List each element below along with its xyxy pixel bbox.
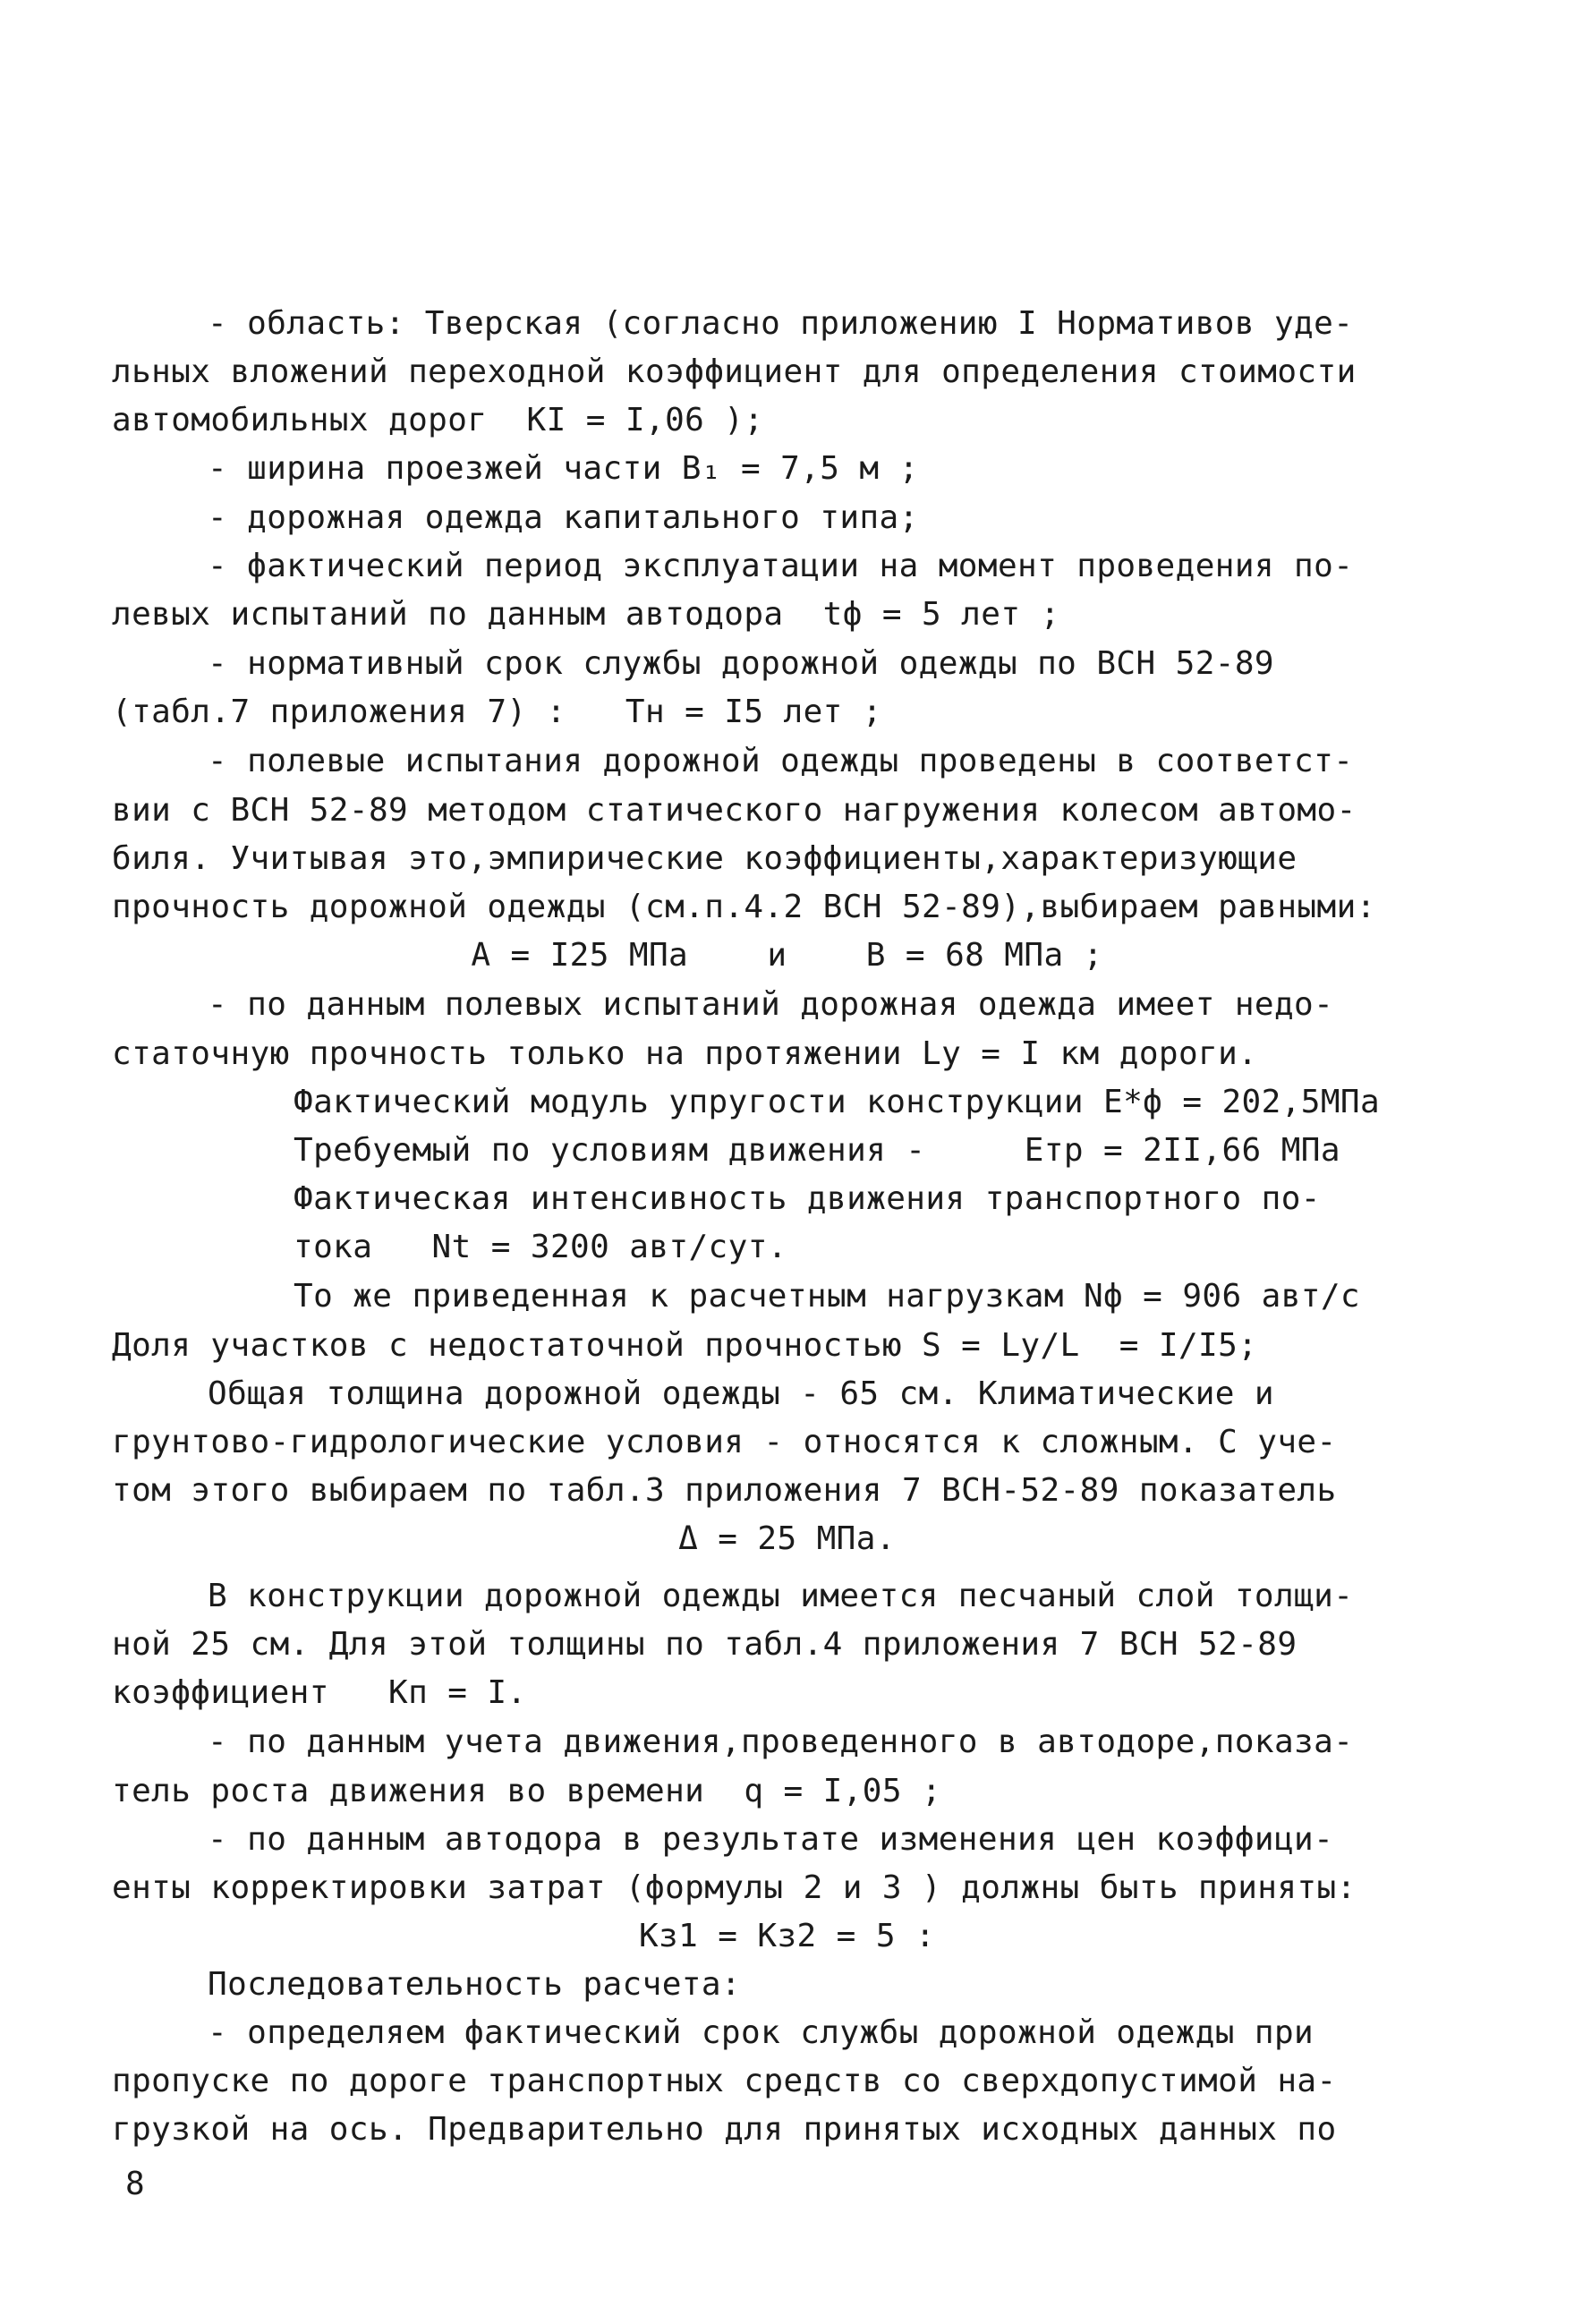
text-line: - нормативный срок службы дорожной одежды по ВСН 52-89 bbox=[208, 645, 1274, 682]
text-line: Общая толщина дорожной одежды - 65 см. Климатические и bbox=[208, 1375, 1274, 1412]
text-line: - по данным полевых испытаний дорожная одежда имеет недо- bbox=[208, 986, 1334, 1023]
text-line: (табл.7 приложения 7) : Tн = I5 лет ; bbox=[112, 694, 882, 730]
text-line: - фактический период эксплуатации на момент проведения по- bbox=[208, 548, 1354, 584]
text-line: енты корректировки затрат (формулы 2 и 3 ) должны быть приняты: bbox=[112, 1869, 1357, 1906]
text-line: пропуске по дороге транспортных средств со сверхдопустимой на- bbox=[112, 2063, 1337, 2099]
text-line: коэффициент Kп = I. bbox=[112, 1674, 527, 1711]
text-line: - область: Тверская (согласно приложению I Нормативов уде- bbox=[208, 305, 1354, 342]
text-line: грузкой на ось. Предварительно для принятых исходных данных по bbox=[112, 2111, 1337, 2148]
text-line: Фактический модуль упругости конструкции E*ф = 202,5МПа bbox=[294, 1084, 1381, 1120]
text-line: статочную прочность только на протяжении Ly = I км дороги. bbox=[112, 1035, 1258, 1072]
text-line: левых испытаний по данным автодора tф = 5 лет ; bbox=[112, 596, 1060, 633]
text-line: тока Nt = 3200 авт/сут. bbox=[294, 1229, 787, 1265]
page-number: 8 bbox=[125, 2166, 145, 2202]
text-line: То же приведенная к расчетным нагрузкам Nф = 906 авт/с bbox=[294, 1278, 1360, 1315]
text-line: В конструкции дорожной одежды имеется песчаный слой толщи- bbox=[208, 1578, 1354, 1614]
section-heading: Последовательность расчета: bbox=[208, 1966, 741, 2003]
text-line: прочность дорожной одежды (см.п.4.2 ВСН 52-89),выбираем равными: bbox=[112, 889, 1376, 925]
text-line: Фактическая интенсивность движения транспортного по- bbox=[294, 1180, 1321, 1217]
text-line: Требуемый по условиям движения - Eтр = 2II,66 МПа bbox=[294, 1132, 1340, 1169]
text-line: ной 25 см. Для этой толщины по табл.4 приложения 7 ВСН 52-89 bbox=[112, 1626, 1297, 1663]
text-line: - по данным учета движения,проведенного в автодоре,показа- bbox=[208, 1724, 1354, 1760]
formula-line: Δ = 25 МПа. bbox=[678, 1520, 896, 1557]
text-line: тель роста движения во времени q = I,05 ; bbox=[112, 1773, 942, 1809]
text-line: грунтово-гидрологические условия - относятся к сложным. С уче- bbox=[112, 1424, 1337, 1460]
formula-line: A = I25 МПа и B = 68 МПа ; bbox=[471, 937, 1103, 974]
text-line: том этого выбираем по табл.3 приложения 7 ВСН-52-89 показатель bbox=[112, 1472, 1337, 1509]
text-line: - ширина проезжей части B₁ = 7,5 м ; bbox=[208, 450, 919, 487]
text-line: Доля участков с недостаточной прочностью S = Ly/L = I/I5; bbox=[112, 1327, 1258, 1364]
text-line: - дорожная одежда капитального типа; bbox=[208, 499, 919, 536]
text-line: автомобильных дорог KI = I,06 ); bbox=[112, 402, 764, 438]
text-line: вии с ВСН 52-89 методом статического нагружения колесом автомо- bbox=[112, 792, 1357, 829]
text-line: биля. Учитывая это,эмпирические коэффициенты,характеризующие bbox=[112, 840, 1297, 877]
text-line: - полевые испытания дорожной одежды проведены в соответст- bbox=[208, 743, 1354, 779]
text-line: льных вложений переходной коэффициент для определения стоимости bbox=[112, 353, 1357, 390]
text-line: - по данным автодора в результате изменения цен коэффици- bbox=[208, 1821, 1334, 1858]
formula-line: Kз1 = Kз2 = 5 : bbox=[638, 1918, 936, 1954]
text-line: - определяем фактический срок службы дорожной одежды при bbox=[208, 2014, 1315, 2051]
